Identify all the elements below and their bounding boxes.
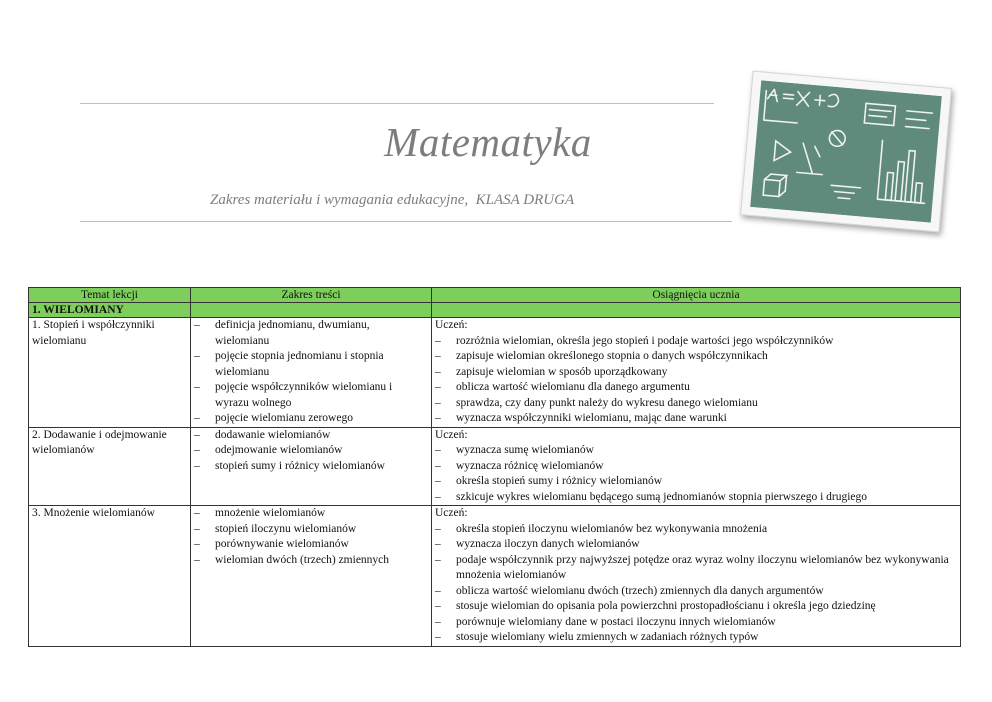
content-item: – dodawanie wielomianów — [194, 428, 418, 444]
achievement-item: – porównuje wielomiany dane w postaci iloczynu innych wielomianów — [435, 615, 957, 631]
achievement-item: – zapisuje wielomian określonego stopnia o danych współczynnikach — [435, 349, 957, 365]
achievements-cell — [432, 506, 961, 647]
content-cell — [191, 506, 432, 647]
header-rule-top — [80, 103, 714, 104]
achievement-item: – wyznacza sumę wielomianów — [435, 443, 957, 459]
content-item: – mnożenie wielomianów — [194, 506, 418, 522]
topic-cell: 3. Mnożenie wielomianów — [29, 506, 191, 647]
header-achievements: Osiągnięcia ucznia — [432, 288, 961, 303]
achievement-item: – wyznacza różnicę wielomianów — [435, 459, 957, 475]
page-title: Matematyka — [384, 119, 592, 165]
section-empty-cell — [191, 303, 432, 318]
header-topic: Temat lekcji — [29, 288, 191, 303]
achievement-item: – rozróżnia wielomian, określa jego stopień i podaje wartości jego współczynników — [435, 334, 957, 350]
achievement-item: – sprawdza, czy dany punkt należy do wykresu danego wielomianu — [435, 396, 957, 412]
section-row — [29, 303, 961, 318]
content-cell — [191, 427, 432, 506]
achievement-item: – oblicza wartość wielomianu dla danego argumentu — [435, 380, 957, 396]
table-row — [29, 506, 961, 647]
content-item: – pojęcie stopnia jednomianu i stopnia wielomianu — [194, 349, 418, 380]
content-item: – stopień iloczynu wielomianów — [194, 522, 418, 538]
achievement-item: – stosuje wielomiany wielu zmiennych w zadaniach różnych typów — [435, 630, 957, 646]
section-empty-cell — [432, 303, 961, 318]
achievement-item: – wyznacza iloczyn danych wielomianów — [435, 537, 957, 553]
achievement-item: – podaje współczynnik przy najwyższej potędze oraz wyraz wolny iloczynu wielomianów bez wykonywania mnożenia wielomianów — [435, 553, 957, 584]
achievements-intro: Uczeń: — [435, 507, 468, 519]
content-item: – pojęcie wielomianu zerowego — [194, 411, 418, 427]
curriculum-table — [28, 287, 961, 647]
content-item: – wielomian dwóch (trzech) zmiennych — [194, 553, 418, 569]
content-item: – odejmowanie wielomianów — [194, 443, 418, 459]
header-content: Zakres treści — [191, 288, 432, 303]
achievements-cell — [432, 427, 961, 506]
topic-cell: 1. Stopień i współczynniki wielomianu — [29, 318, 191, 428]
table-header-row — [29, 288, 961, 303]
topic-cell: 2. Dodawanie i odejmowanie wielomianów — [29, 427, 191, 506]
header-rule-bottom — [80, 221, 732, 222]
achievement-item: – szkicuje wykres wielomianu będącego sumą jednomianów stopnia pierwszego i drugiego — [435, 490, 957, 506]
content-item: – pojęcie współczynników wielomianu i wyrazu wolnego — [194, 380, 418, 411]
achievement-item: – określa stopień iloczynu wielomianów bez wykonywania mnożenia — [435, 522, 957, 538]
section-title: 1. WIELOMIANY — [29, 303, 191, 318]
achievement-item: – stosuje wielomian do opisania pola powierzchni prostopadłościanu i określa jego dziedzinę — [435, 599, 957, 615]
content-item: – porównywanie wielomianów — [194, 537, 418, 553]
chalkboard-photo — [740, 71, 952, 233]
table-row — [29, 427, 961, 506]
achievements-intro: Uczeń: — [435, 319, 468, 331]
content-cell — [191, 318, 432, 428]
page-subtitle: Zakres materiału i wymagania edukacyjne, KLASA DRUGA — [210, 192, 575, 208]
achievements-cell — [432, 318, 961, 428]
table-row — [29, 318, 961, 428]
achievement-item: – zapisuje wielomian w sposób uporządkowany — [435, 365, 957, 381]
content-item: – definicja jednomianu, dwumianu, wielomianu — [194, 318, 418, 349]
chalkboard-math-icon — [750, 80, 942, 222]
achievement-item: – określa stopień sumy i różnicy wielomianów — [435, 474, 957, 490]
content-item: – stopień sumy i różnicy wielomianów — [194, 459, 418, 475]
achievements-intro: Uczeń: — [435, 428, 468, 441]
achievement-item: – wyznacza współczynniki wielomianu, mając dane warunki — [435, 411, 957, 427]
achievement-item: – oblicza wartość wielomianu dwóch (trzech) zmiennych dla danych argumentów — [435, 584, 957, 600]
